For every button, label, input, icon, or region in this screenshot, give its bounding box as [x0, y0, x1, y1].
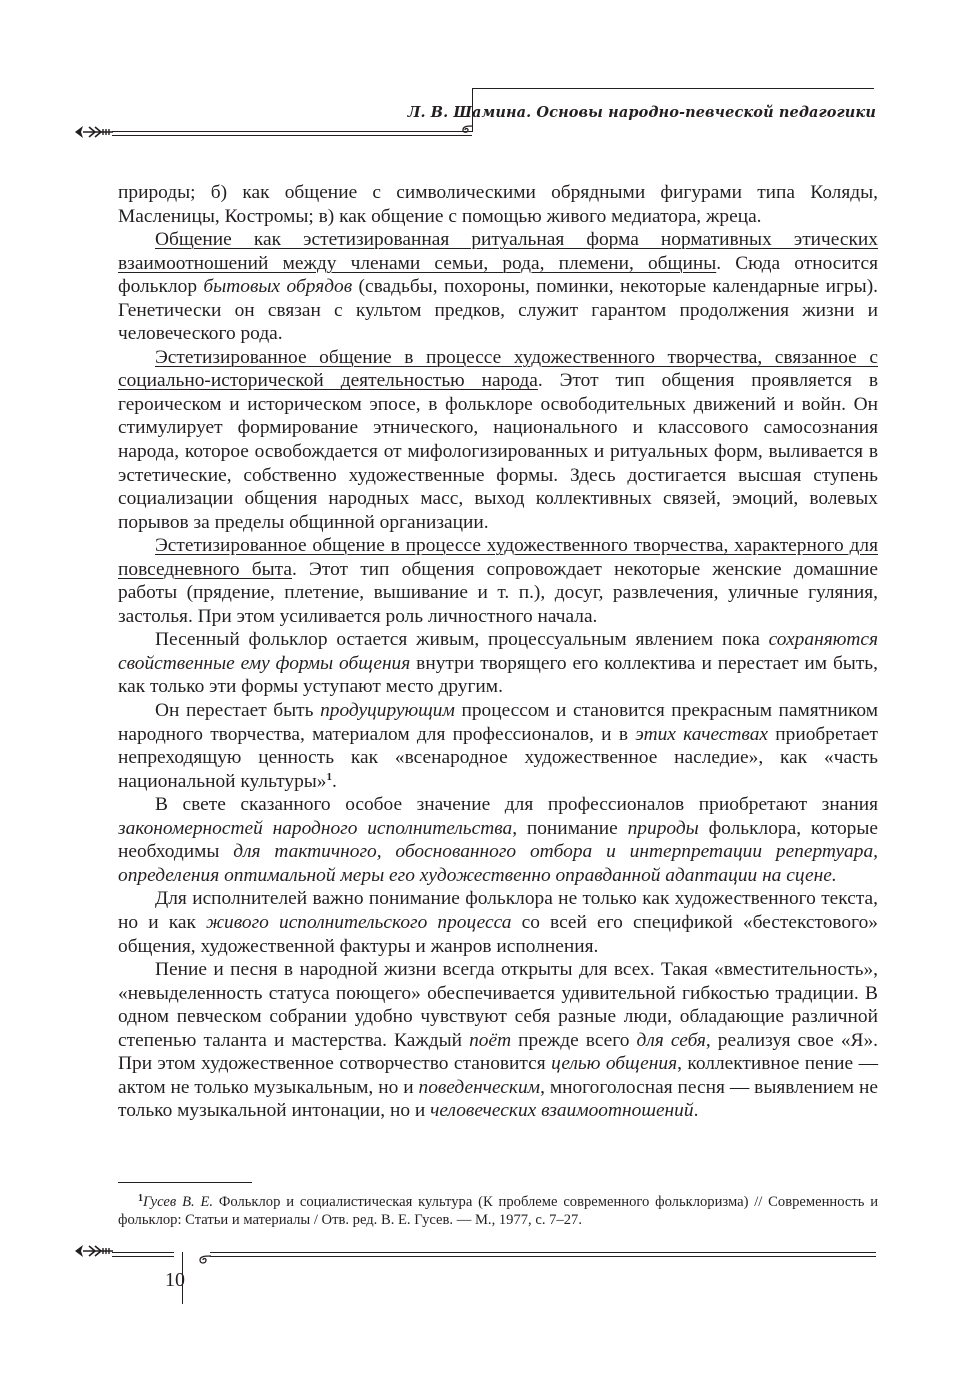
paragraph-text: . — [693, 1100, 699, 1122]
running-header: Л. В. Шамина. Основы народно-певческой педагогики — [407, 104, 876, 121]
paragraph-text: внутри творящего его коллектива и перестает им быть, как только эти формы уступают место другим. — [118, 652, 878, 698]
header-rule — [472, 88, 874, 89]
paragraph — [118, 887, 878, 958]
bottom-double-rule — [112, 1252, 174, 1253]
bottom-long-rule-inner — [210, 1256, 876, 1257]
top-double-rule — [112, 131, 472, 132]
italic-text: этих качествах — [635, 723, 768, 745]
paragraph-text: Пение и песня в народной жизни всегда открыты для всех. Такая «вместительность», «невыделенность статуса поющего» обеспечивается удивительной гибкостью традиции. В одном певческом собрании удобно чувствуют себя разные люди, обладающие различной степенью таланта и мастерства. Каждый — [118, 959, 878, 1051]
italic-text: продуцирующим — [320, 700, 455, 722]
italic-text: сохраняются свойственные ему формы общения — [118, 629, 878, 674]
paragraph-text: . Сюда относится фольклор — [118, 252, 878, 298]
italic-text: человеческих взаимоотношений — [430, 1100, 694, 1122]
underlined-heading: Эстетизированное общение в процессе художественного творчества, связанное с социально-исторической деятельностью народа — [118, 346, 878, 392]
paragraph-text: . Этот тип общения сопровождает некоторые женские домашние работы (прядение, плетение, вышивание и т. п.), досуг, развлечения, уличные гуляния, застолья. При этом усиливается роль личностного начала. — [118, 558, 878, 627]
paragraph — [118, 346, 878, 534]
bottom-long-rule — [210, 1252, 876, 1253]
arrow-ornament-icon — [73, 1241, 115, 1261]
arrow-ornament-icon — [73, 122, 115, 142]
paragraph-text: природы; б) как общение с символическими обрядными фигурами типа Коляды, Масленицы, Костромы; в) как общение с помощью живого медиатора, жреца. — [118, 182, 878, 227]
underlined-heading: Эстетизированное общение в процессе художественного творчества, характерного для повседневного быта — [118, 535, 878, 580]
paragraph-text: фольклора, которые необходимы — [118, 817, 878, 863]
bottom-double-rule-inner — [112, 1256, 174, 1257]
paragraph-text: процессом и становится прекрасным памятником народного творчества, материалом для профессионалов, и в — [118, 700, 878, 745]
footnote-author: Гусев В. Е. — [143, 1194, 214, 1210]
main-text — [118, 181, 878, 1123]
footnote-separator — [118, 1182, 252, 1183]
footnote — [118, 1194, 878, 1229]
paragraph-text: . — [332, 770, 337, 792]
page-number: 10 — [165, 1269, 185, 1291]
paragraph-text: , реализуя свое «Я». При этом художественное сотворчество становится — [118, 1029, 879, 1075]
footnote-text: Фольклор и социалистическая культура (К проблеме современного фольклоризма) // Современность и фольклор: Статьи и материалы / Отв. ред. В. Е. Гусев. — М., 1977, с. 7–27. — [118, 1194, 879, 1228]
italic-text: целью общения — [551, 1053, 678, 1075]
top-double-rule-inner — [112, 135, 472, 136]
curl-ornament-icon — [460, 124, 474, 134]
paragraph — [118, 228, 878, 346]
italic-text: поёт — [469, 1029, 512, 1051]
paragraph — [118, 181, 878, 228]
italic-text: природы — [627, 817, 699, 839]
paragraph-text: , коллективное пение — актом не только музыкальным, но и — [118, 1053, 878, 1098]
paragraph — [118, 793, 878, 887]
paragraph-text: Он перестает быть — [155, 700, 321, 722]
paragraph — [118, 534, 878, 628]
paragraph-text: со всей его спецификой «бестекстового» общения, художественной фактуры и жанров исполнения. — [118, 911, 878, 957]
paragraph-text: . Этот тип общения проявляется в героическом и историческом эпосе, в фольклоре освободительных движений и войн. Он стимулирует формирование этнического, национального и классового самосознания народа, которое освобождается от мифологизированных и ритуальных форм, выливается в эстетические, собственно художественные формы. Здесь достигается высшая ступень социализации общения народных масс, выход коллективных связей, эмоций, волевых порывов за пределы общинной организации. — [118, 370, 878, 533]
paragraph-text: Песенный фольклор остается живым, процессуальным явлением пока — [155, 629, 769, 651]
paragraph-text: (свадьбы, похороны, поминки, некоторые календарные игры). Генетически он связан с культом предков, служит гарантом продолжения жизни и человеческого рода. — [118, 276, 879, 345]
paragraph-text: , понимание — [512, 817, 628, 839]
paragraph — [118, 699, 878, 793]
italic-text: поведенческим — [418, 1076, 541, 1098]
footnote-reference[interactable]: 1 — [326, 770, 333, 783]
italic-text: бытовых обрядов — [203, 276, 353, 298]
paragraph — [118, 958, 878, 1123]
underlined-heading: Общение как эстетизированная ритуальная форма нормативных этических взаимоотношений между членами семьи, рода, племени, общины — [118, 229, 878, 274]
italic-text: для тактичного, обоснованного отбора и интерпретации репертуара, определения оптимальной меры его художественно оправданной адаптации на сцене. — [118, 841, 878, 886]
paragraph-text: прежде всего — [511, 1029, 637, 1051]
paragraph-text: Для исполнителей важно понимание фольклора не только как художественного текста, но и как — [118, 888, 878, 933]
italic-text: для себя — [636, 1029, 706, 1051]
paragraph-text: В свете сказанного особое значение для профессионалов приобретают знания — [155, 794, 878, 816]
paragraph-text: , многоголосная песня — выявлением не только музыкальной интонации, но и — [118, 1076, 878, 1122]
paragraph — [118, 628, 878, 699]
paragraph-text: приобретает непреходящую ценность как «всенародное художественное наследие», как «часть национальной культуры» — [118, 723, 878, 792]
footnote-marker: 1 — [138, 1193, 143, 1204]
italic-text: закономерностей народного исполнительства — [118, 817, 513, 839]
italic-text: живого исполнительского процесса — [206, 911, 512, 933]
